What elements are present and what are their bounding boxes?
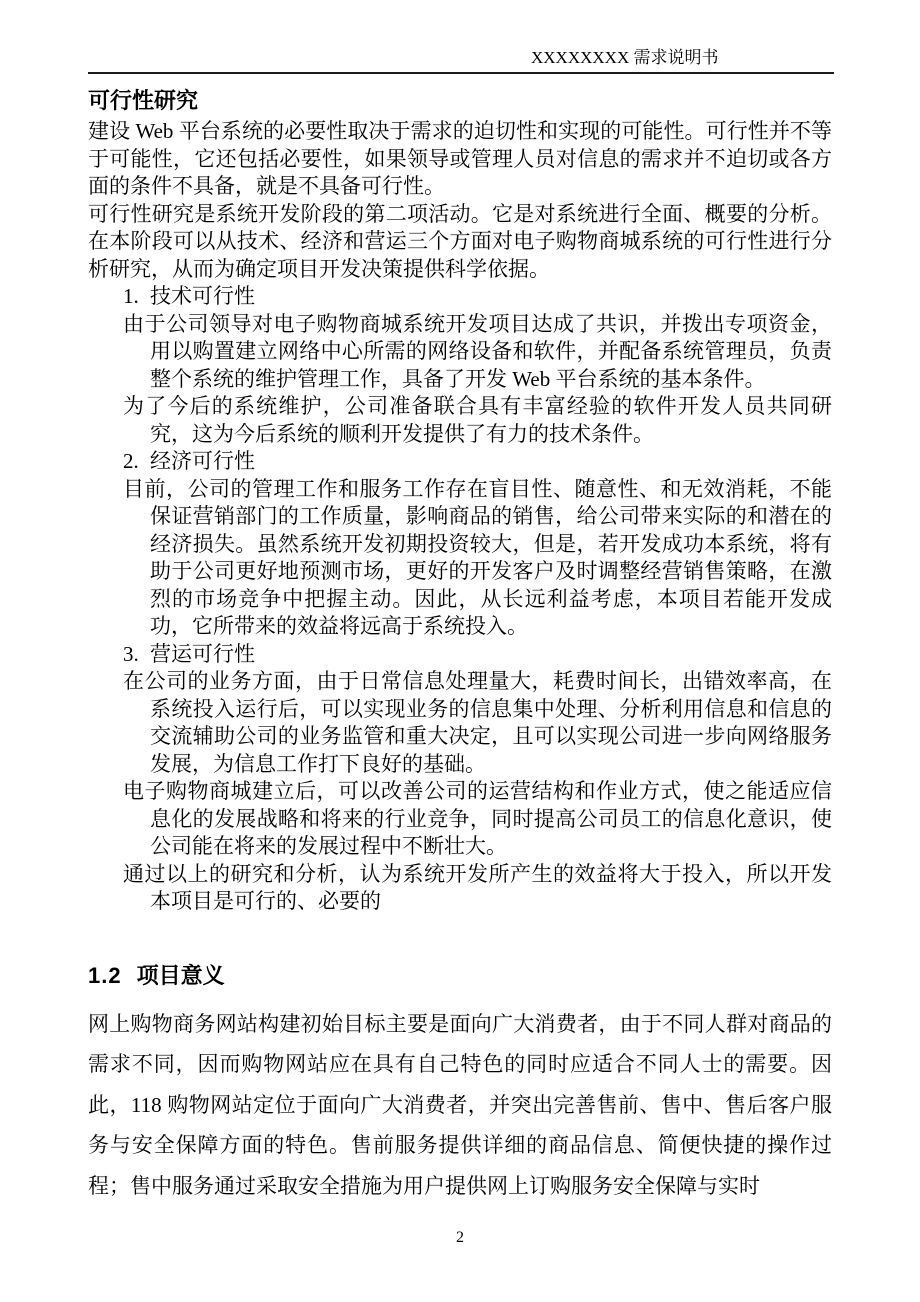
section-feasibility	[88, 88, 832, 916]
paragraph: 为了今后的系统维护，公司准备联合具有丰富经验的软件开发人员共同研究，这为今后系统的顺利开发提供了有力的技术条件。	[123, 394, 832, 446]
page-number: 2	[456, 1229, 464, 1246]
paragraph: 可行性研究是系统开发阶段的第二项活动。它是对系统进行全面、概要的分析。在本阶段可以从技术、经济和营运三个方面对电子购物商城系统的可行性进行分析研究，从而为确定项目开发决策提供科学依据。	[88, 201, 832, 281]
heading-number: 1.2	[88, 962, 122, 988]
list-item-label: 经济可行性	[150, 449, 255, 473]
list-item-number: 1.	[123, 284, 139, 308]
list-item-number: 3.	[123, 641, 139, 666]
significance-heading	[88, 963, 832, 989]
document-body	[88, 88, 832, 1206]
list-item-label: 营运可行性	[150, 641, 255, 666]
paragraph: 由于公司领导对电子购物商城系统开发项目达成了共识，并拨出专项资金，用以购置建立网络中心所需的网络设备和软件，并配备系统管理员，负责整个系统的维护管理工作，具备了开发 Web 平台系统的基本条件。	[123, 311, 832, 391]
feasibility-heading: 可行性研究	[88, 88, 199, 113]
list-item	[88, 283, 832, 311]
paragraph: 在公司的业务方面，由于日常信息处理量大，耗费时间长，出错效率高，在系统投入运行后，可以实现业务的信息集中处理、分析利用信息和信息的交流辅助公司的业务监管和重大决定，且可以实现公司进一步向网络服务发展，为信息工作打下良好的基础。	[123, 669, 832, 776]
list-item	[88, 448, 832, 476]
list-item	[88, 641, 832, 669]
heading-text: 项目意义	[136, 962, 225, 988]
paragraph: 目前，公司的管理工作和服务工作存在盲目性、随意性、和无效消耗，不能保证营销部门的工作质量，影响商品的销售，给公司带来实际的和潜在的经济损失。虽然系统开发初期投资较大，但是，若开发成功本系统，将有助于公司更好地预测市场，更好的开发客户及时调整经营销售策略，在激烈的市场竞争中把握主动。因此，从长远利益考虑，本项目若能开发成功，它所带来的效益将远高于系统投入。	[123, 476, 832, 638]
header-divider	[88, 72, 834, 74]
page-header-title: XXXXXXXX 需求说明书	[531, 48, 719, 67]
section-significance	[88, 963, 832, 1207]
list-item-label: 技术可行性	[150, 284, 255, 308]
paragraph: 通过以上的研究和分析，认为系统开发所产生的效益将大于投入，所以开发本项目是可行的、必要的	[123, 861, 832, 913]
paragraph: 网上购物商务网站构建初始目标主要是面向广大消费者，由于不同人群对商品的需求不同，因而购物网站应在具有自己特色的同时应适合不同人士的需要。因此，118 购物网站定位于面向广大消费者，并突出完善售前、售中、售后客户服务与安全保障方面的特色。售前服务提供详细的商品信息、简便快捷的操作过程；售中服务通过采取安全措施为用户提供网上订购服务安全保障与实时	[88, 1011, 832, 1198]
paragraph: 电子购物商城建立后，可以改善公司的运营结构和作业方式，使之能适应信息化的发展战略和将来的行业竞争，同时提高公司员工的信息化意识，使公司能在将来的发展过程中不断壮大。	[123, 779, 832, 858]
list-item-number: 2.	[123, 449, 139, 473]
paragraph: 建设 Web 平台系统的必要性取决于需求的迫切性和实现的可能性。可行性并不等于可能性，它还包括必要性，如果领导或管理人员对信息的需求并不迫切或各方面的条件不具备，就是不具备可行性。	[88, 119, 832, 198]
